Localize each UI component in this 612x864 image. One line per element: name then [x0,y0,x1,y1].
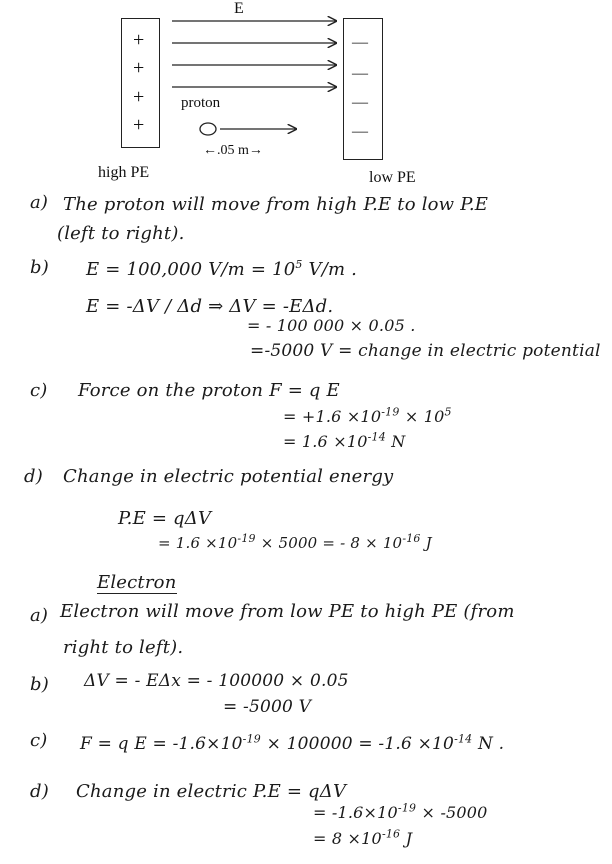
minus-sign: — [352,65,368,82]
minus-sign: — [352,34,368,51]
part-b-letter: b) [30,257,49,278]
part-b-result: =-5000 V = change in electric potential [250,341,601,361]
part-b-calc: = - 100 000 × 0.05 . [247,316,416,335]
distance-label: ←.05 m→ [203,143,263,158]
part-d-letter: d) [24,466,43,487]
part-a-text: Electron will move from low PE to high PE (from [60,601,515,622]
part-c-result: = $1.6 \times 10^{-14}$ N [283,430,406,451]
part-c-letter: c) [30,380,48,401]
electron-heading: Electron [97,572,177,593]
part-c-calc: = $+1.6 \times 10^{-19} \times 10^5$ [283,405,452,426]
proton-circle [200,123,216,135]
field-lines [0,0,612,170]
part-c-text: Force on the proton F = q E [78,380,340,401]
part-d-result: = $1.6 \times 10^{-19} \times 5000$ = - $8 \times 10^{-16}$ J [158,532,432,552]
part-d-calc: = $-1.6\times 10^{-19} \times -5000$ [313,801,488,822]
part-b-text: ΔV = - EΔx = - 100000 × 0.05 [84,671,349,691]
plus-sign: + [133,114,145,136]
field-label: E [234,0,244,17]
minus-sign: — [352,94,368,111]
part-d-formula: P.E = qΔV [118,508,212,529]
part-d-letter: d) [30,781,49,802]
part-a-letter: a) [30,192,49,213]
part-a-text: (left to right). [57,223,185,244]
proton-label: proton [181,95,221,111]
part-b-letter: b) [30,674,49,695]
minus-sign: — [352,123,368,140]
part-c-text: F = q $E = -1.6\times 10^{-19} \times 100000 = -1.6 \times 10^{-14}$ N . [80,732,505,754]
part-a-text: The proton will move from high P.E to low P.E [63,194,489,215]
low-pe-label: low PE [369,169,416,186]
plus-sign: + [133,29,145,51]
part-a-letter: a) [30,605,49,626]
part-b-result: = -5000 V [223,697,312,717]
part-d-text: Change in electric potential energy [63,466,394,487]
part-d-text: Change in electric P.E = qΔV [76,781,347,802]
part-a-text: right to left). [63,637,184,658]
high-pe-label: high PE [98,164,150,181]
plus-sign: + [133,57,145,79]
part-c-letter: c) [30,730,48,751]
part-d-result: = $8 \times 10^{-16}$ J [313,827,413,848]
part-b-formula: E = -ΔV / Δd ⇒ ΔV = -EΔd. [86,296,334,317]
part-b-text: E = 100,000 $V/m = 10^5$ V/m . [86,258,358,280]
plus-sign: + [133,86,145,108]
